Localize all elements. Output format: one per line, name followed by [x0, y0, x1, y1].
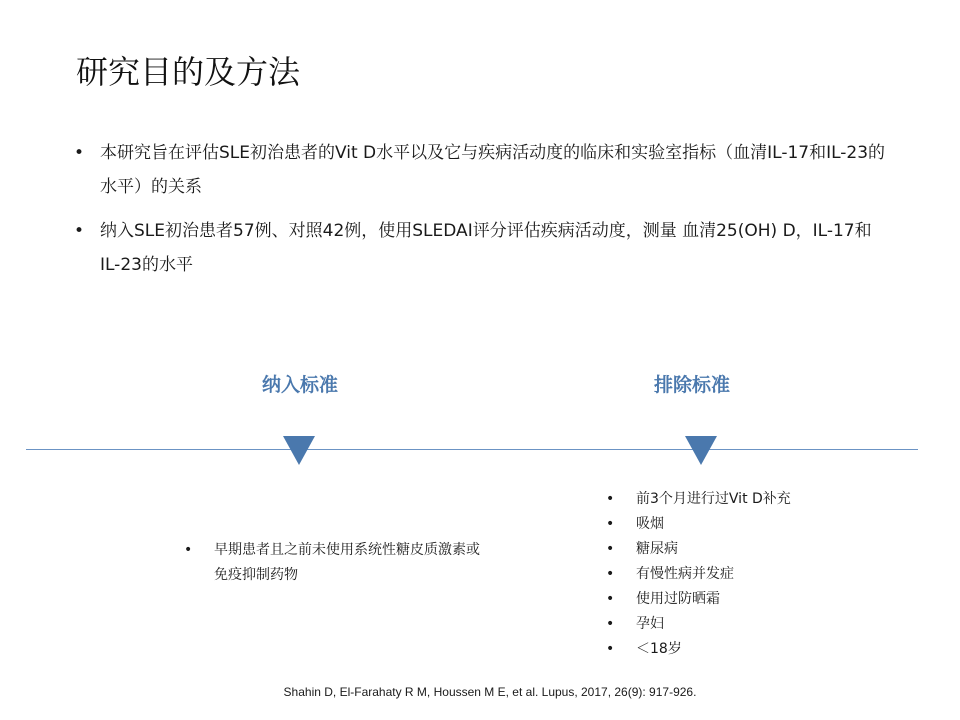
bullet-icon: •: [606, 566, 615, 582]
timeline-divider: [26, 449, 918, 450]
criteria-text: ＜18岁: [636, 641, 682, 657]
criteria-text: 吸烟: [636, 516, 664, 532]
criteria-text: 早期患者且之前未使用系统性糖皮质激素或免疫抑制药物: [214, 542, 480, 583]
exclusion-criteria-heading: 排除标准: [654, 374, 731, 396]
list-item: [606, 612, 926, 637]
list-item: [74, 136, 894, 204]
bullet-text: 纳入SLE初治患者57例、对照42例，使用SLEDAI评分评估疾病活动度，测量 血清25(OH) D，IL-17和 IL-23的水平: [100, 221, 872, 275]
bullet-text: 本研究旨在评估SLE初治患者的Vit D水平以及它与疾病活动度的临床和实验室指标（血清IL-17和IL-23的水平）的关系: [100, 143, 886, 197]
bullet-icon: •: [606, 491, 615, 507]
list-item: [184, 538, 484, 588]
inclusion-criteria-heading: 纳入标准: [262, 374, 339, 396]
bullet-icon: •: [606, 516, 615, 532]
bullet-icon: •: [606, 616, 615, 632]
list-item: [606, 512, 926, 537]
bullet-icon: •: [606, 541, 615, 557]
list-item: [74, 214, 894, 282]
list-item: [606, 487, 926, 512]
inclusion-criteria-list: [184, 538, 484, 588]
page-title: 研究目的及方法: [76, 53, 301, 91]
bullet-icon: •: [606, 591, 615, 607]
citation-footnote: Shahin D, El-Farahaty R M, Houssen M E, et al. Lupus, 2017, 26(9): 917-926.: [283, 685, 697, 699]
bullet-icon: •: [184, 542, 193, 558]
list-item: [606, 562, 926, 587]
criteria-text: 前3个月进行过Vit D补充: [636, 491, 791, 507]
list-item: [606, 537, 926, 562]
bullet-icon: •: [74, 221, 85, 241]
main-bullet-list: [74, 136, 894, 292]
list-item: [606, 587, 926, 612]
exclusion-criteria-list: [606, 487, 926, 662]
criteria-text: 孕妇: [636, 616, 664, 632]
triangle-down-icon: [283, 436, 315, 465]
bullet-icon: •: [606, 641, 615, 657]
triangle-down-icon: [685, 436, 717, 465]
criteria-text: 有慢性病并发症: [636, 566, 734, 582]
list-item: [606, 637, 926, 662]
criteria-text: 使用过防晒霜: [636, 591, 720, 607]
criteria-text: 糖尿病: [636, 541, 678, 557]
bullet-icon: •: [74, 143, 85, 163]
